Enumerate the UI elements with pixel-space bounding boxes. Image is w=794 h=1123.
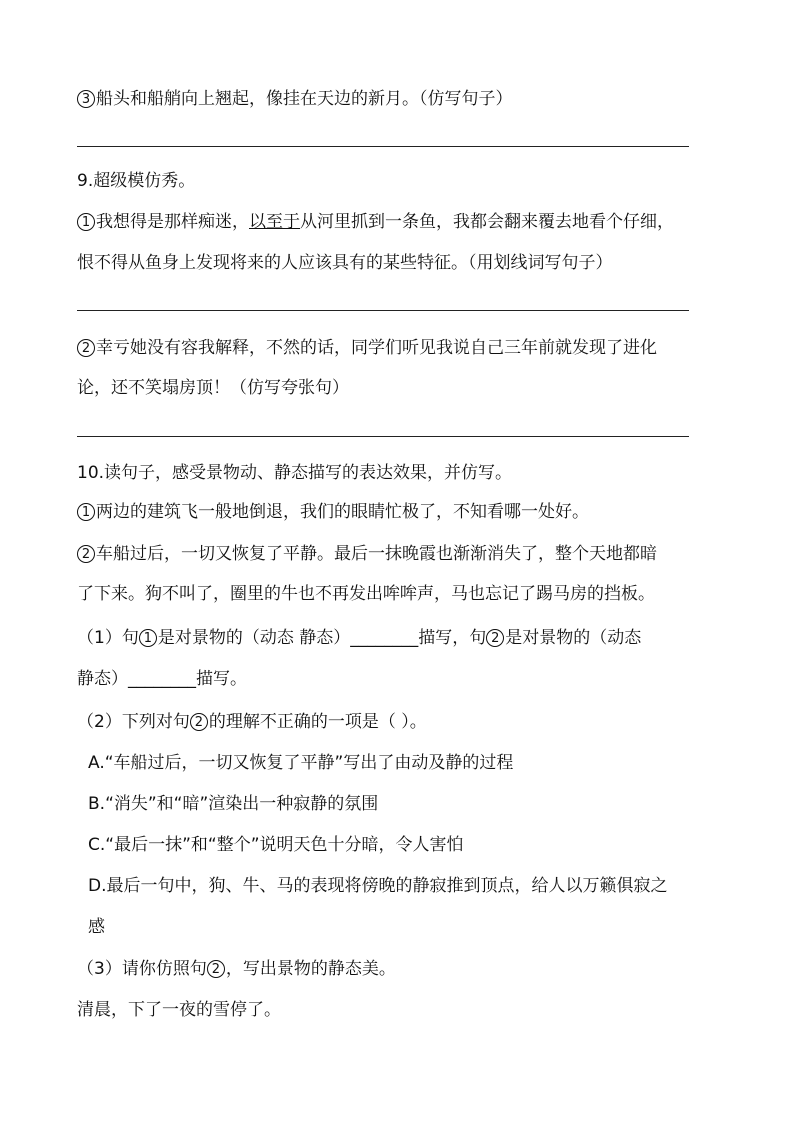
sub2-b[interactable]: 的理解不正确的一项是（ ）。: [208, 712, 427, 732]
circled-number: 2: [77, 545, 95, 563]
sub1-a: （1）句: [77, 628, 139, 648]
underlined-word: 以至于: [249, 212, 300, 232]
circled-number: 1: [139, 629, 157, 647]
sub3-a: （3）请你仿照句: [77, 959, 207, 979]
sub1-c: 是对景物的（动态: [505, 628, 642, 648]
answer-line[interactable]: [77, 146, 689, 147]
q10-sub1-line1: [77, 626, 641, 650]
circled-number: 1: [77, 503, 95, 521]
option-d-line2[interactable]: 感: [88, 917, 105, 937]
sub2-a: （2）下列对句: [77, 712, 190, 732]
circled-number: 2: [77, 339, 95, 357]
circled-number: 2: [486, 629, 504, 647]
q10-sub1-line2[interactable]: 静态）________描写。: [77, 669, 247, 689]
q10-sub2: [77, 710, 427, 734]
q10-sentence2-text: 车船过后，一切又恢复了平静。最后一抹晚霞也渐渐消失了，整个天地都暗: [96, 544, 657, 564]
circled-number: 2: [207, 960, 225, 978]
example-sentence: 清晨，下了一夜的雪停了。: [77, 1000, 281, 1020]
circled-number: 3: [77, 90, 95, 108]
sub1-b[interactable]: 是对景物的（动态 静态）________描写，句: [157, 628, 487, 648]
q9-item1-pre: 我想得是那样痴迷，: [96, 212, 249, 232]
circled-number: 2: [190, 713, 208, 731]
option-a[interactable]: A.“车船过后，一切又恢复了平静”写出了由动及静的过程: [88, 753, 514, 773]
q9-item1-line1: [77, 210, 674, 234]
q9-item1-post: 从河里抓到一条鱼，我都会翻来覆去地看个仔细，: [300, 212, 674, 232]
q9-item1-line2: 恨不得从鱼身上发现将来的人应该具有的某些特征。（用划线词写句子）: [77, 253, 613, 273]
q9-item2-text: 幸亏她没有容我解释，不然的话，同学们听见我说自己三年前就发现了进化: [96, 338, 657, 358]
q10-sentence2-line2: 了下来。狗不叫了，圈里的牛也不再发出哞哞声，马也忘记了踢马房的挡板。: [77, 584, 655, 604]
option-c[interactable]: C.“最后一抹”和“整个”说明天色十分暗，令人害怕: [88, 835, 464, 855]
q8-item3-text: 船头和船艄向上翘起，像挂在天边的新月。（仿写句子）: [96, 89, 513, 109]
q10-sentence1: [77, 500, 589, 524]
q9-item2-line2: 论，还不笑塌房顶！（仿写夸张句）: [77, 378, 349, 398]
q9-title: 9.超级模仿秀。: [77, 171, 196, 191]
option-b[interactable]: B.“消失”和“暗”渲染出一种寂静的氛围: [88, 794, 379, 814]
answer-line[interactable]: [77, 310, 689, 311]
q9-item2-line1: [77, 336, 657, 360]
circled-number: 1: [77, 213, 95, 231]
q10-sentence2-line1: [77, 542, 657, 566]
q8-item3: [77, 87, 513, 111]
q10-sentence1-text: 两边的建筑飞一般地倒退，我们的眼睛忙极了，不知看哪一处好。: [96, 502, 589, 522]
answer-line[interactable]: [77, 436, 689, 437]
sub3-b: ，写出景物的静态美。: [225, 959, 396, 979]
q10-sub3: [77, 957, 396, 981]
option-d-line1[interactable]: D.最后一句中，狗、牛、马的表现将傍晚的静寂推到顶点，给人以万籁俱寂之: [88, 876, 668, 896]
q10-title: 10.读句子，感受景物动、静态描写的表达效果，并仿写。: [77, 463, 513, 483]
